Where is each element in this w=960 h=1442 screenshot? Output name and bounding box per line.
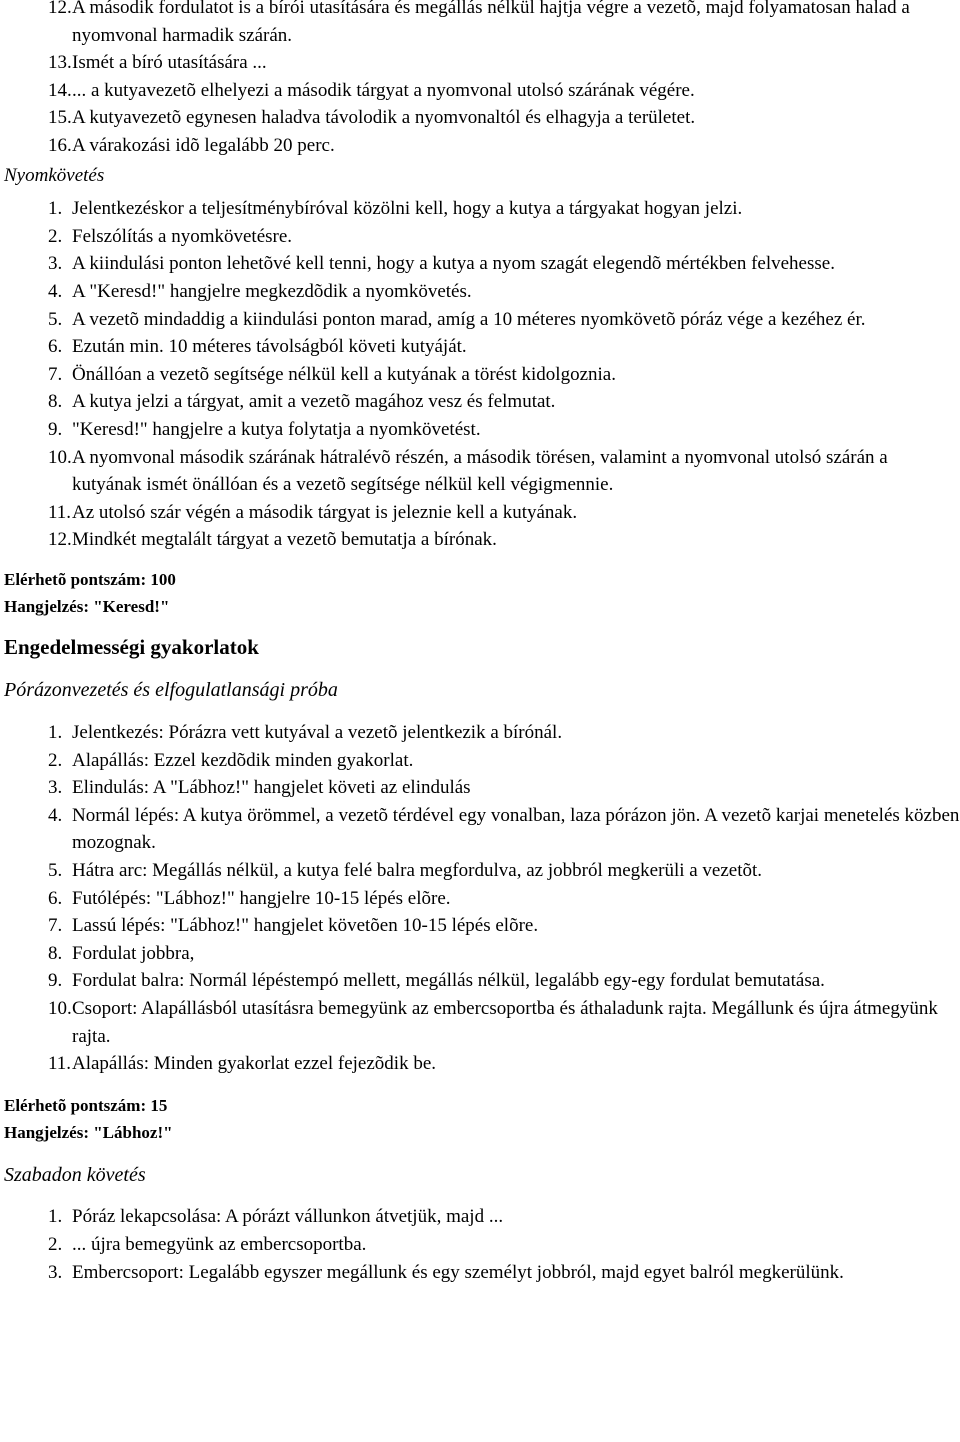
list-item xyxy=(0,278,960,306)
item-number: 7. xyxy=(48,363,63,385)
command-label: Hangjelzés: "Keresd!" xyxy=(4,596,170,616)
item-number: 3. xyxy=(48,253,63,275)
item-text: Embercsoport: Legalább egyszer megállunk és egy személyt jobbról, majd egyet balról megkerülünk. xyxy=(72,1261,844,1283)
list-item xyxy=(0,1259,960,1287)
section-heading-engedelmessegi: Engedelmességi gyakorlatok xyxy=(4,634,259,659)
item-text: A "Keresd!" hangjelre megkezdõdik a nyomkövetés. xyxy=(72,280,472,302)
item-text: A vezetõ mindaddig a kiindulási ponton marad, amíg a 10 méteres nyomkövetõ póráz vége a kezéhez ér. xyxy=(72,308,866,330)
list-item xyxy=(0,719,960,747)
item-text: Futólépés: "Lábhoz!" hangjelre 10-15 lépés elõre. xyxy=(72,887,451,909)
item-number: 6. xyxy=(48,336,63,358)
item-number: 11. xyxy=(48,1053,72,1075)
item-number: 1. xyxy=(48,1206,63,1228)
list-item xyxy=(0,747,960,775)
item-number: 8. xyxy=(48,942,63,964)
list-item xyxy=(0,361,960,389)
list-continuation xyxy=(0,0,960,160)
item-number: 15. xyxy=(48,107,72,129)
item-number: 3. xyxy=(48,1261,63,1283)
item-text: A kiindulási ponton lehetõvé kell tenni, hogy a kutya a nyom szagát elegendõ mértékben felvehesse. xyxy=(72,253,835,275)
item-text: Lassú lépés: "Lábhoz!" hangjelet követõen 10-15 lépés elõre. xyxy=(72,915,539,937)
list-item xyxy=(0,526,960,554)
item-text: Jelentkezéskor a teljesítménybíróval közölni kell, hogy a kutya a tárgyakat hogyan jelzi. xyxy=(72,198,743,220)
item-number: 11. xyxy=(48,501,72,523)
item-text: A második fordulatot is a bírói utasítására és megállás nélkül hajtja végre a vezetõ, majd folyamatosan halad a nyomvonal harmadik szárán. xyxy=(72,0,910,46)
item-text: Ismét a bíró utasítására ... xyxy=(72,52,267,74)
list-item xyxy=(0,1050,960,1078)
list-item xyxy=(0,0,960,49)
list-item xyxy=(0,1203,960,1231)
item-number: 9. xyxy=(48,970,63,992)
list-item xyxy=(0,912,960,940)
item-text: Fordulat balra: Normál lépéstempó mellett, megállás nélkül, legalább egy-egy fordulat bemutatása. xyxy=(72,970,825,992)
item-text: Mindkét megtalált tárgyat a vezetõ bemutatja a bírónak. xyxy=(72,529,497,551)
item-text: Jelentkezés: Pórázra vett kutyával a vezetõ jelentkezik a bírónál. xyxy=(72,722,563,744)
item-number: 14. xyxy=(48,79,72,101)
points-label: Elérhetõ pontszám: 15 xyxy=(4,1095,168,1115)
list-item xyxy=(0,223,960,251)
list-item xyxy=(0,885,960,913)
item-number: 2. xyxy=(48,1233,63,1255)
list-item xyxy=(0,77,960,105)
item-text: Önállóan a vezetõ segítsége nélkül kell a kutyának a törést kidolgoznia. xyxy=(72,363,616,385)
list-item xyxy=(0,1231,960,1259)
item-number: 5. xyxy=(48,308,63,330)
list-item xyxy=(0,250,960,278)
item-text: Csoport: Alapállásból utasításra bemegyünk az embercsoportba és áthaladunk rajta. Megállunk és újra átmegyünk rajta. xyxy=(72,998,938,1047)
list-item xyxy=(0,132,960,160)
item-text: Póráz lekapcsolása: A pórázt vállunkon átvetjük, majd ... xyxy=(72,1206,504,1228)
list-item xyxy=(0,774,960,802)
list-item xyxy=(0,388,960,416)
item-text: ... a kutyavezetõ elhelyezi a második tárgyat a nyomvonal utolsó szárának végére. xyxy=(72,79,695,101)
item-number: 16. xyxy=(48,134,72,156)
item-text: Fordulat jobbra, xyxy=(72,942,195,964)
item-text: Hátra arc: Megállás nélkül, a kutya felé balra megfordulva, az jobbról megkerüli a vezetõt. xyxy=(72,860,763,882)
item-number: 1. xyxy=(48,198,63,220)
item-number: 12. xyxy=(48,0,72,18)
item-text: A kutyavezetõ egynesen haladva távolodik a nyomvonaltól és elhagyja a területet. xyxy=(72,107,696,129)
list-item xyxy=(0,195,960,223)
item-text: A várakozási idõ legalább 20 perc. xyxy=(72,134,335,156)
item-text: Normál lépés: A kutya örömmel, a vezetõ térdével egy vonalban, laza pórázon jön. A vezetõ karjai menetelés közben mozognak. xyxy=(72,804,960,854)
list-item xyxy=(0,49,960,77)
item-number: 2. xyxy=(48,225,63,247)
command-label: Hangjelzés: "Lábhoz!" xyxy=(4,1122,173,1142)
list-item xyxy=(0,333,960,361)
item-text: Alapállás: Ezzel kezdõdik minden gyakorlat. xyxy=(72,749,414,771)
item-number: 7. xyxy=(48,915,63,937)
points-label: Elérhetõ pontszám: 100 xyxy=(4,569,176,589)
item-number: 4. xyxy=(48,280,63,302)
list-item xyxy=(0,857,960,885)
list-item xyxy=(0,967,960,995)
item-text: ... újra bemegyünk az embercsoportba. xyxy=(72,1233,367,1255)
item-number: 4. xyxy=(48,804,63,826)
item-text: Az utolsó szár végén a második tárgyat is jeleznie kell a kutyának. xyxy=(72,501,578,523)
section-title-porazonvezetes: Pórázonvezetés és elfogulatlansági próba xyxy=(4,679,338,702)
list-nyomkovetes xyxy=(0,195,960,554)
list-item xyxy=(0,995,960,1050)
item-number: 2. xyxy=(48,749,63,771)
item-number: 9. xyxy=(48,418,63,440)
list-szabadon xyxy=(0,1203,960,1286)
list-item xyxy=(0,940,960,968)
item-text: Felszólítás a nyomkövetésre. xyxy=(72,225,293,247)
list-item xyxy=(0,416,960,444)
item-number: 13. xyxy=(48,52,72,74)
item-number: 10. xyxy=(48,998,72,1019)
section-title-szabadon: Szabadon követés xyxy=(4,1163,146,1186)
item-text: Ezután min. 10 méteres távolságból követi kutyáját. xyxy=(72,336,467,358)
list-item xyxy=(0,444,960,499)
item-number: 3. xyxy=(48,777,63,799)
item-number: 5. xyxy=(48,860,63,882)
list-item xyxy=(0,499,960,527)
list-item xyxy=(0,802,960,857)
list-item xyxy=(0,306,960,334)
list-engedelmessegi xyxy=(0,719,960,1078)
item-number: 6. xyxy=(48,887,63,909)
item-text: A kutya jelzi a tárgyat, amit a vezetõ magához vesz és felmutat. xyxy=(72,391,556,413)
item-text: "Keresd!" hangjelre a kutya folytatja a nyomkövetést. xyxy=(72,418,481,440)
item-text: Alapállás: Minden gyakorlat ezzel fejezõdik be. xyxy=(72,1053,437,1075)
list-item xyxy=(0,104,960,132)
item-text: Elindulás: A "Lábhoz!" hangjelet követi az elindulás xyxy=(72,777,471,799)
item-number: 1. xyxy=(48,722,63,744)
section-title-nyomkovetes: Nyomkövetés xyxy=(4,164,105,186)
item-number: 10. xyxy=(48,446,72,468)
item-number: 8. xyxy=(48,391,63,413)
item-text: A nyomvonal második szárának hátralévõ részén, a második törésen, valamint a nyomvonal utolsó szárán a kutyának ismét önállóan és a vezetõ segítsége nélkül kell végigmennie. xyxy=(72,446,888,496)
item-number: 12. xyxy=(48,529,72,551)
